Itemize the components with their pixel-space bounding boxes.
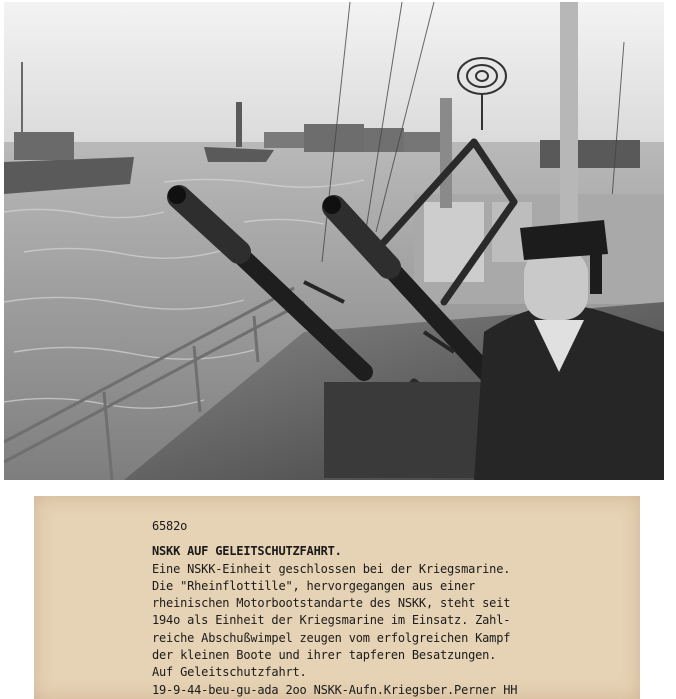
caption-heading: NSKK AUF GELEITSCHUTZFAHRT. [152, 544, 342, 559]
caption-line: 194o als Einheit der Kriegsmarine im Einsatz. Zahl- [152, 613, 511, 628]
caption-line: Auf Geleitschutzfahrt. [152, 665, 307, 680]
photo-scene [4, 2, 664, 480]
caption-line: Eine NSKK-Einheit geschlossen bei der Kriegsmarine. [152, 561, 511, 576]
caption-text [152, 518, 632, 699]
caption-line: der kleinen Boote und ihrer tapferen Besatzungen. [152, 648, 497, 663]
caption-line: reiche Abschußwimpel zeugen vom erfolgreichen Kampf [152, 630, 511, 645]
caption-line: Die "Rheinflottille", hervorgegangen aus einer [152, 578, 476, 593]
wartime-photograph [4, 2, 664, 480]
caption-line: rheinischen Motorbootstandarte des NSKK, steht seit [152, 596, 511, 611]
caption-slip [34, 496, 640, 699]
caption-reference-number: 6582o [152, 519, 188, 533]
caption-credit-line: 19-9-44-beu-gu-ada 2oo NSKK-Aufn.Kriegsber.Perner HH [152, 682, 518, 697]
